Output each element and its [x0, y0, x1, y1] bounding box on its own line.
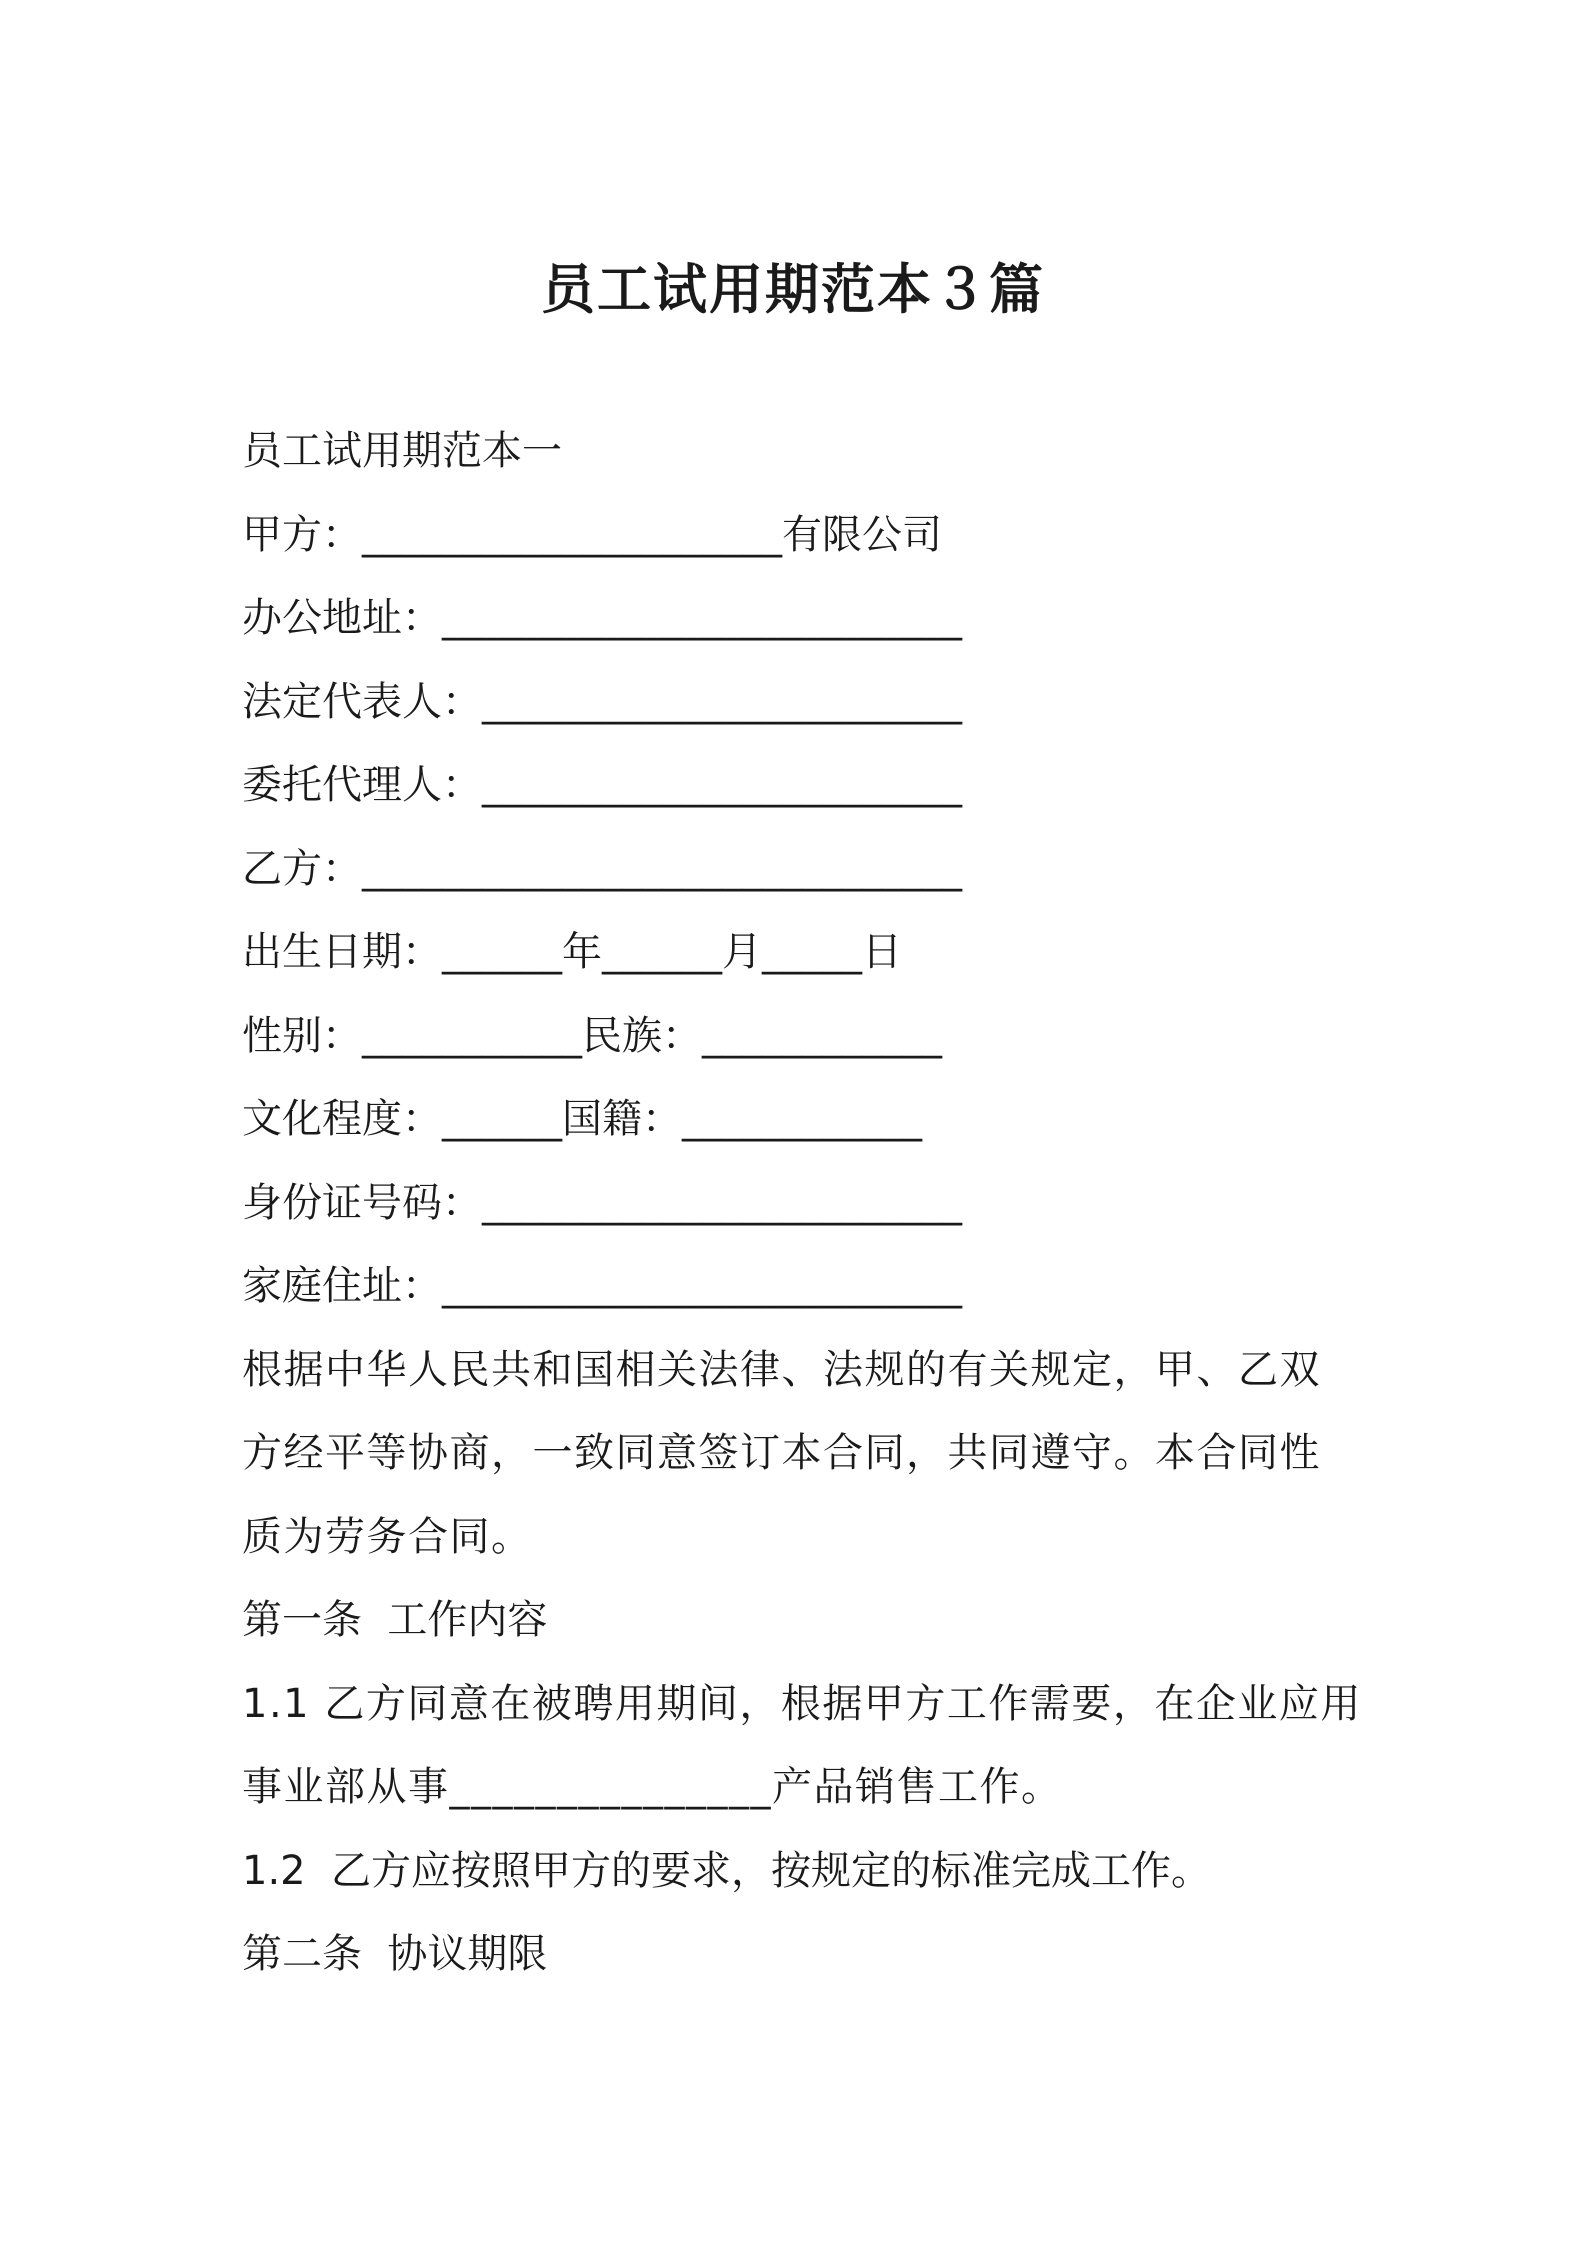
clause-1-1: 1.1 乙方同意在被聘用期间，根据甲方工作需要，在企业应用事业部从事_______________产品销售工作。	[242, 1680, 1362, 1810]
document-body	[242, 410, 1362, 1997]
article-2-heading: 第二条 协议期限	[242, 1931, 548, 1977]
clause-1-2: 1.2 乙方应按照甲方的要求，按规定的标准完成工作。	[242, 1847, 1212, 1894]
document-title: 员工试用期范本３篇	[541, 258, 1045, 321]
legal-representative-field: 法定代表人：________________________	[242, 678, 962, 725]
gender-ethnicity-field: 性别：___________民族：____________	[242, 1012, 942, 1059]
office-address-field: 办公地址：__________________________	[242, 595, 962, 641]
birth-date-field: 出生日期：______年______月_____日	[242, 929, 902, 975]
authorized-agent-field: 委托代理人：________________________	[242, 762, 962, 808]
party-b-field: 乙方：______________________________	[242, 845, 962, 892]
party-a-field: 甲方：_____________________有限公司	[242, 511, 942, 558]
intro-paragraph: 根据中华人民共和国相关法律、法规的有关规定，甲、乙双方经平等协商，一致同意签订本合同，共同遵守。本合同性质为劳务合同。	[242, 1346, 1321, 1560]
article-1-heading: 第一条 工作内容	[242, 1597, 548, 1643]
section-heading: 员工试用期范本一	[242, 428, 562, 474]
education-nationality-field: 文化程度：______国籍：____________	[242, 1096, 922, 1142]
id-number-field: 身份证号码：________________________	[242, 1179, 962, 1226]
home-address-field: 家庭住址：__________________________	[242, 1263, 962, 1309]
